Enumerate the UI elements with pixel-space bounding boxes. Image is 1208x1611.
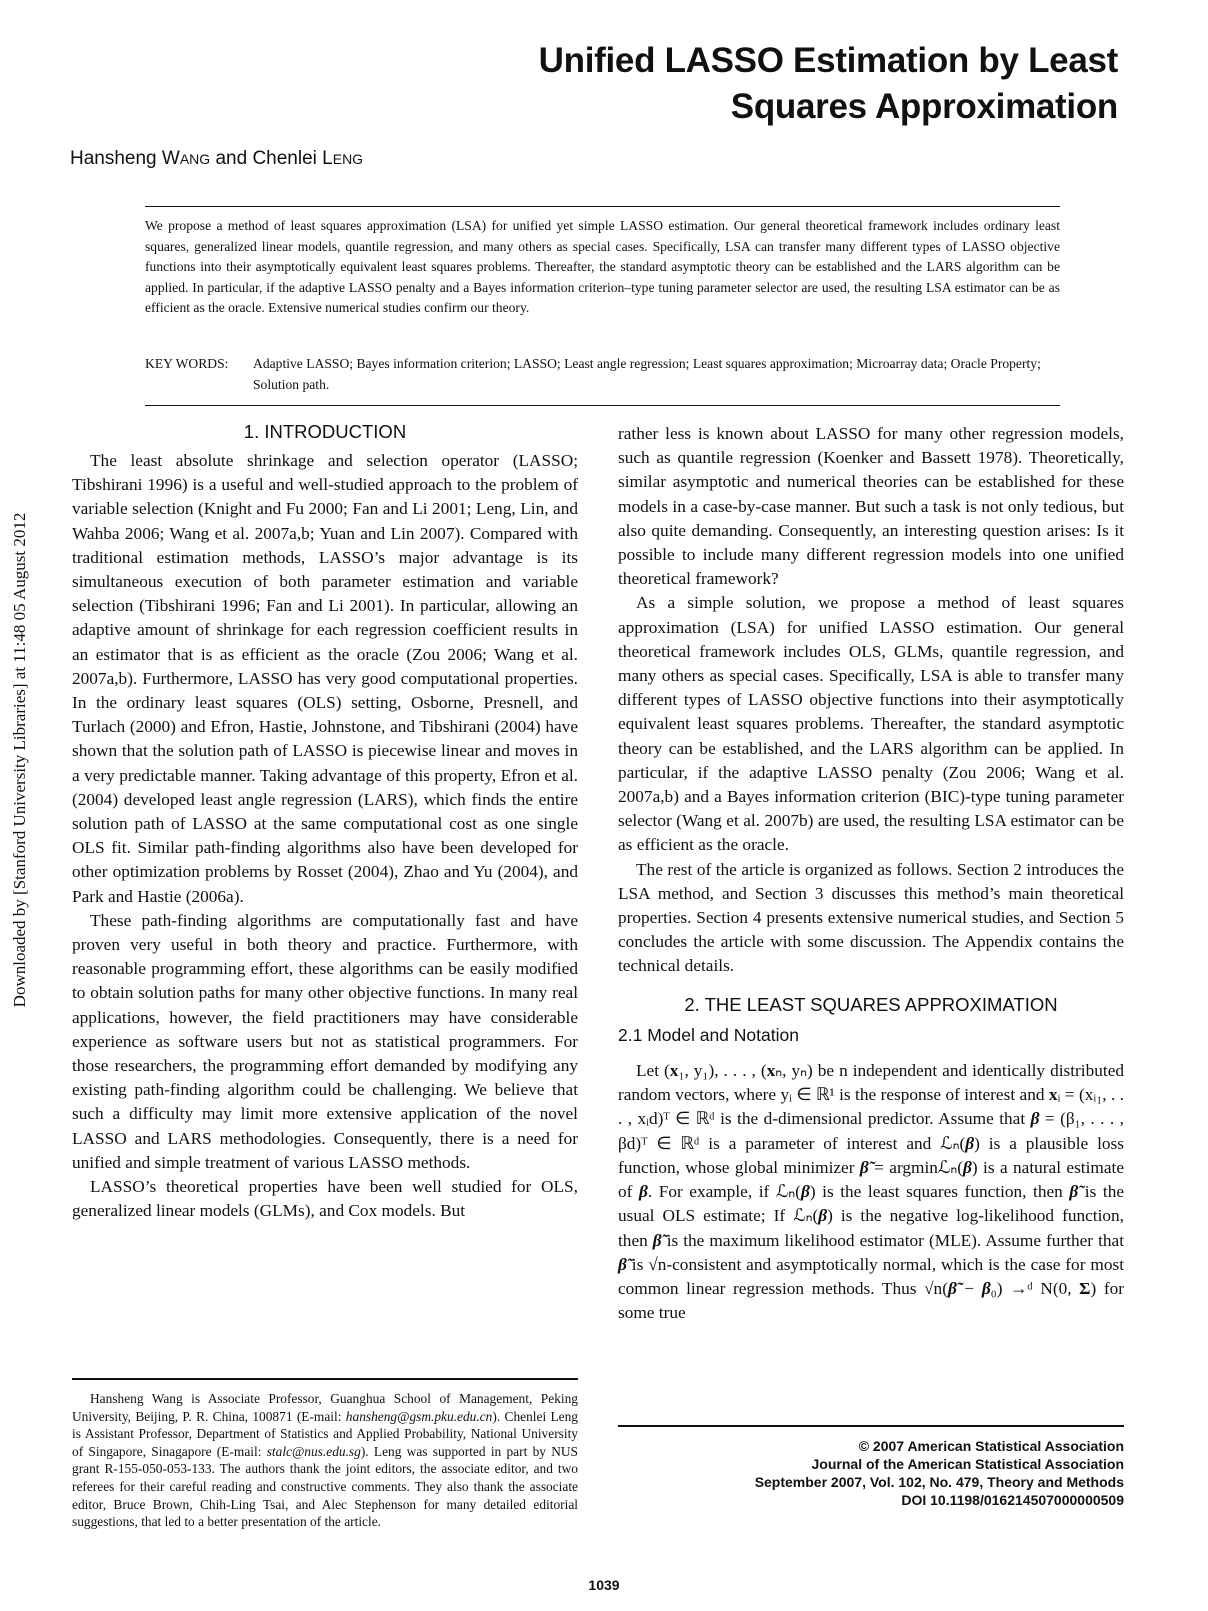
download-stamp: Downloaded by [Stanford University Libraries] at 11:48 05 August 2012	[10, 512, 29, 1008]
intro-continued-paragraph: rather less is known about LASSO for many other regression models, such as quantile regression (Koenker and Bassett 1978). Theoretically, similar asymptotic and numerical theories can be established for these models in a case-by-case manner. But such a task is not only tedious, but also quite demanding. Consequently, an interesting question arises: Is it possible to include many different regression models into one unified theoretical framework?	[618, 424, 1124, 589]
page-number: 1039	[588, 1577, 620, 1593]
doi: DOI 10.1198/016214507000000509	[901, 1492, 1124, 1508]
journal-name: Journal of the American Statistical Association	[811, 1456, 1124, 1472]
title-line-1: Unified LASSO Estimation by Least	[538, 41, 1118, 80]
author-2-smallcaps: ENG	[332, 151, 364, 167]
author-list	[70, 148, 363, 170]
footnote-paragraph	[72, 1390, 578, 1531]
publication-info	[618, 1437, 1124, 1509]
section-2-heading: 2. THE LEAST SQUARES APPROXIMATION	[684, 993, 1058, 1015]
intro-paragraph-5: The rest of the article is organized as follows. Section 2 introduces the LSA method, and Section 3 discusses this method’s main theoretical properties. Section 4 presents extensive numerical studies, and Section 5 concludes the article with some discussion. The Appendix contains the technical details.	[618, 859, 1124, 976]
model-notation-paragraph: Let (x₁, y₁), . . . , (xₙ, yₙ) be n independent and identically distributed random vectors, where yᵢ ∈ ℝ¹ is the response of interest and xᵢ = (xᵢ₁, . . . , xᵢd)ᵀ ∈ ℝᵈ is the d-dimensional predictor. Assume that β = (β₁, . . . , βd)ᵀ ∈ ℝᵈ is a parameter of interest and ℒₙ(β) is a plausible loss function, whose global minimizer β̃ = argminℒₙ(β) is a natural estimate of β. For example, if ℒₙ(β) is the least squares function, then β̃ is the usual OLS estimate; If ℒₙ(β) is the negative log-likelihood function, then β̃ is the maximum likelihood estimator (MLE). Assume further that β̃ is √n-consistent and asymptotically normal, which is the case for most common linear regression methods. Thus √n(β̃ − β₀) →ᵈ N(0, Σ) for some true	[618, 1061, 1125, 1323]
footnote-rule	[72, 1378, 578, 1380]
title-line-2: Squares Approximation	[730, 87, 1118, 126]
keywords-text: Adaptive LASSO; Bayes information criterion; LASSO; Least angle regression; Least squares approximation; Microarray data; Oracle Property; Solution path.	[253, 356, 1041, 392]
paper-title	[318, 38, 1118, 130]
keywords	[145, 354, 1060, 395]
abstract-top-rule	[145, 206, 1060, 207]
intro-paragraph-3: LASSO’s theoretical properties have been well studied for OLS, generalized linear models (GLMs), and Cox models. But	[72, 1177, 578, 1221]
abstract-bottom-rule	[145, 405, 1060, 406]
footnote-text-c: ). Leng was supported in part by NUS grant R-155-050-053-133. The authors thank the joint editors, the associate editor, and two referees for their careful reading and constructive comments. They also thank the associate editor, Bruce Brown, Chih-Ling Tsai, and Alec Stephenson for many detailed editorial suggestions, that led to a better presentation of the article.	[72, 1443, 578, 1530]
abstract: We propose a method of least squares approximation (LSA) for unified yet simple LASSO estimation. Our general theoretical framework includes ordinary least squares, generalized linear models, quantile regression, and many others as special cases. Specifically, LSA can transfer many different types of LASSO objective functions into their asymptotically equivalent least squares problems. Thereafter, the standard asymptotic theory can be established and the LARS algorithm can be applied. In particular, if the adaptive LASSO penalty and a Bayes information criterion–type tuning parameter selector are used, the resulting LSA estimator can be as efficient as the oracle. Extensive numerical studies confirm our theory.	[145, 218, 1060, 315]
issue-info: September 2007, Vol. 102, No. 479, Theory and Methods	[754, 1474, 1124, 1490]
publication-info-rule	[618, 1425, 1124, 1427]
author-footnote	[72, 1390, 578, 1531]
author-and-connector: and Chenlei L	[210, 148, 333, 169]
author-1-name: Hansheng W	[70, 148, 180, 169]
copyright-line: © 2007 American Statistical Association	[858, 1438, 1124, 1454]
subsection-2-1-heading: 2.1 Model and Notation	[618, 1024, 799, 1045]
email-link-2[interactable]: stalc@nus.edu.sg	[266, 1443, 361, 1459]
footnote-text-a: Hansheng Wang is Associate Professor, Guanghua School of Management, Peking University, Beijing, P. R. China, 100871 (E-mail:	[72, 1391, 578, 1424]
keywords-label: KEY WORDS:	[145, 356, 229, 371]
intro-paragraph-4: As a simple solution, we propose a method of least squares approximation (LSA) for unified LASSO estimation. Our general theoretical framework includes OLS, GLMs, quantile regression, and many others as special cases. Specifically, LSA is able to transfer many different types of LASSO objective functions into their asymptotically equivalent least squares problems. Thereafter, the standard asymptotic theory can be established, and the LARS algorithm can be applied. In particular, if the adaptive LASSO penalty (Zou 2006; Wang et al. 2007a,b) and a Bayes information criterion (BIC)-type tuning parameter selector (Wang et al. 2007b) are used, the resulting LSA estimator can be as efficient as the oracle.	[618, 593, 1124, 855]
right-column	[618, 422, 1124, 1325]
intro-paragraph-1: The least absolute shrinkage and selection operator (LASSO; Tibshirani 1996) is a useful and well-studied approach to the problem of variable selection (Knight and Fu 2000; Fan and Li 2001; Leng, Lin, and Wahba 2006; Wang et al. 2007a,b; Yuan and Lin 2007). Compared with traditional estimation methods, LASSO’s major advantage is its simultaneous execution of both parameter estimation and variable selection (Tibshirani 1996; Fan and Li 2001). In particular, allowing an adaptive amount of shrinkage for each regression coefficient results in an estimator that is as efficient as the oracle (Zou 2006; Wang et al. 2007a,b). Furthermore, LASSO has very good computational properties. In the ordinary least squares (OLS) setting, Osborne, Presnell, and Turlach (2000) and Efron, Hastie, Johnstone, and Tibshirani (2004) have shown that the solution path of LASSO is piecewise linear and moves in a very predictable manner. Taking advantage of this property, Efron et al. (2004) developed least angle regression (LARS), which finds the entire solution path of LASSO at the same computational cost as one single OLS fit. Similar path-finding algorithms also have been developed for other optimization problems by Rosset (2004), Zhao and Yu (2004), and Park and Hastie (2006a).	[72, 451, 578, 906]
email-link-1[interactable]: hansheng@gsm.pku.edu.cn	[345, 1408, 493, 1424]
left-column	[72, 449, 578, 1224]
section-1-heading: 1. INTRODUCTION	[243, 421, 407, 442]
footnote-text-b: ). Chenlei Leng is Assistant Professor, Department of Statistics and Applied Probability, National University of Singapore, Sinagapore (E-mail:	[72, 1408, 578, 1459]
intro-paragraph-2: These path-finding algorithms are computationally fast and have proven very useful in both theory and practice. Furthermore, with reasonable programming effort, these algorithms can be easily modified to obtain solution paths for many other objective functions. In many real applications, however, the field practitioners may have considerable experience as software users but not as statistical programmers. For those researchers, the programming effort demanded by modifying any existing path-finding algorithm could be challenging. We believe that such a difficulty may limit more extensive application of the novel LASSO and LARS methodologies. Consequently, there is a need for unified and simple treatment of various LASSO methods.	[72, 910, 578, 1172]
author-1-smallcaps: ANG	[179, 151, 211, 167]
